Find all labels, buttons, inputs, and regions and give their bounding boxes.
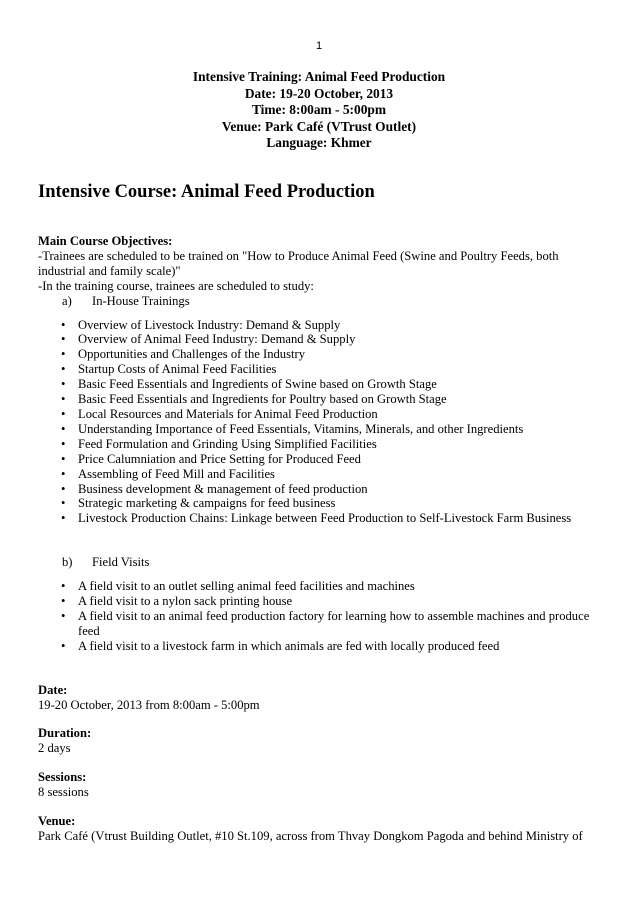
date-label: Date: — [38, 682, 68, 697]
objectives-line-2: -In the training course, trainees are scheduled to study: — [38, 278, 314, 293]
training-header — [0, 69, 638, 152]
training-topic-item-text: Strategic marketing & campaigns for feed business — [78, 496, 336, 511]
training-topic-item — [38, 482, 608, 497]
field-visit-item-text: A field visit to an outlet selling animal feed facilities and machines — [78, 579, 415, 594]
section-b-letter: b) — [62, 555, 73, 570]
document-body — [38, 234, 608, 844]
field-visits-list — [38, 579, 608, 654]
training-topic-item-text: Understanding Importance of Feed Essentials, Vitamins, Minerals, and other Ingredients — [78, 421, 524, 436]
header-time: Time: 8:00am - 5:00pm — [251, 102, 386, 117]
training-topic-item-text: Feed Formulation and Grinding Using Simplified Facilities — [78, 436, 377, 451]
training-topic-item — [38, 392, 608, 407]
objectives-heading: Main Course Objectives: — [38, 234, 173, 248]
bullet-icon: • — [61, 332, 66, 347]
header-date: Date: 19-20 October, 2013 — [244, 85, 394, 101]
training-topic-item-text: Basic Feed Essentials and Ingredients for Poultry based on Growth Stage — [78, 392, 447, 407]
training-topic-item-text: Business development & management of feed production — [78, 481, 368, 496]
training-topic-item-text: Opportunities and Challenges of the Industry — [78, 347, 305, 362]
training-topic-item — [38, 318, 608, 333]
field-visit-item-text: A field visit to a nylon sack printing house — [78, 594, 293, 609]
sessions-value: 8 sessions — [38, 785, 89, 800]
training-topic-item — [38, 407, 608, 422]
bullet-icon: • — [61, 347, 66, 362]
venue-value: Park Café (Vtrust Building Outlet, #10 St.109, across from Thvay Dongkom Pagoda and behind Ministry of — [38, 829, 583, 843]
course-title: Intensive Course: Animal Feed Production — [38, 182, 375, 202]
section-b-heading — [62, 555, 608, 570]
field-visit-item-text: A field visit to a livestock farm in which animals are fed with locally produced feed — [78, 638, 500, 653]
sessions-label: Sessions: — [38, 770, 87, 785]
bullet-icon: • — [61, 436, 66, 451]
header-title: Intensive Training: Animal Feed Production — [192, 69, 446, 84]
field-visit-item — [38, 579, 608, 594]
section-a-letter: a) — [62, 293, 72, 308]
training-topic-item — [38, 332, 608, 347]
bullet-icon: • — [61, 392, 66, 407]
bullet-icon: • — [61, 362, 66, 377]
bullet-icon: • — [61, 481, 66, 496]
field-visit-item — [38, 639, 608, 654]
training-topic-item — [38, 437, 608, 452]
section-a-heading — [62, 294, 608, 309]
training-topic-item-text: Startup Costs of Animal Feed Facilities — [78, 362, 277, 377]
training-topic-item-text: Price Calumniation and Price Setting for Produced Feed — [78, 451, 361, 466]
venue-label: Venue: — [38, 814, 76, 829]
training-topic-item-text: Overview of Livestock Industry: Demand & Supply — [78, 317, 341, 332]
training-topic-item-text: Basic Feed Essentials and Ingredients of Swine based on Growth Stage — [78, 377, 437, 392]
objectives-line-1: -Trainees are scheduled to be trained on "How to Produce Animal Feed (Swine and Poultry Feeds, both industrial and family scale)" — [38, 248, 559, 278]
venue-field — [38, 814, 608, 844]
date-value: 19-20 October, 2013 from 8:00am - 5:00pm — [38, 697, 260, 712]
bullet-icon: • — [61, 406, 66, 421]
bullet-icon: • — [61, 511, 66, 526]
bullet-icon: • — [61, 317, 66, 332]
training-topic-item — [38, 377, 608, 392]
duration-label: Duration: — [38, 726, 92, 741]
bullet-icon: • — [61, 451, 66, 466]
page-number: 1 — [315, 40, 323, 52]
training-topic-item — [38, 362, 608, 377]
bullet-icon: • — [61, 608, 66, 623]
bullet-icon: • — [61, 638, 66, 653]
section-a-title: In-House Trainings — [92, 293, 190, 308]
date-field — [38, 683, 608, 713]
bullet-icon: • — [61, 377, 66, 392]
training-topic-item — [38, 511, 608, 526]
header-venue: Venue: Park Café (VTrust Outlet) — [221, 118, 417, 134]
training-topic-item-text: Assembling of Feed Mill and Facilities — [78, 466, 275, 481]
bullet-icon: • — [61, 421, 66, 436]
field-visit-item — [38, 609, 608, 639]
in-house-trainings-list — [38, 318, 608, 527]
bullet-icon: • — [61, 594, 66, 609]
section-b-title: Field Visits — [92, 555, 150, 570]
training-topic-item-text: Overview of Animal Feed Industry: Demand & Supply — [78, 332, 356, 347]
training-topic-item-text: Local Resources and Materials for Animal Feed Production — [78, 406, 378, 421]
sessions-field — [38, 770, 608, 800]
training-topic-item — [38, 467, 608, 482]
field-visit-item — [38, 594, 608, 609]
field-visit-item-text: A field visit to an animal feed production factory for learning how to assemble machines and produce feed — [78, 608, 590, 638]
training-topic-item — [38, 496, 608, 511]
bullet-icon: • — [61, 496, 66, 511]
training-topic-item-text: Livestock Production Chains: Linkage between Feed Production to Self-Livestock Farm Business — [78, 511, 572, 526]
training-topic-item — [38, 347, 608, 362]
training-topic-item — [38, 452, 608, 467]
duration-field — [38, 726, 608, 756]
bullet-icon: • — [61, 579, 66, 594]
bullet-icon: • — [61, 466, 66, 481]
training-topic-item — [38, 422, 608, 437]
header-language: Language: Khmer — [266, 135, 372, 150]
duration-value: 2 days — [38, 741, 71, 756]
